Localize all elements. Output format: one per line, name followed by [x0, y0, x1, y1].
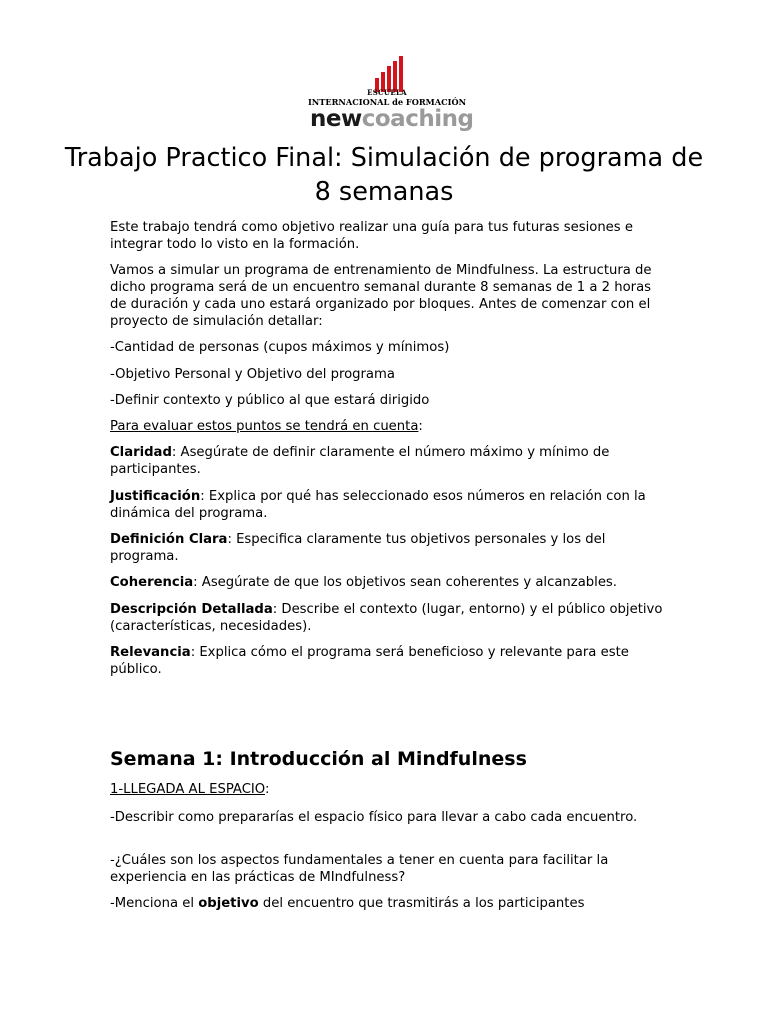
intro-paragraph-2: Vamos a simular un programa de entrenamiento de Mindfulness. La estructura de dicho programa será de un encuentro semanal durante 8 semanas de 1 a 2 horas de duración y cada uno estará organizado por bloques. Antes de comenzar con el proyecto de simulación detallar: — [110, 263, 652, 329]
criterion-definicion-clara: Definición Clara: Especifica claramente tus objetivos personales y los del programa. — [110, 532, 606, 564]
intro-paragraph-1: Este trabajo tendrá como objetivo realizar una guía para tus futuras sesiones e integrar todo lo visto en la formación. — [110, 220, 633, 252]
logo-bars-icon — [374, 56, 406, 92]
week1-heading: Semana 1: Introducción al Mindfulness — [110, 748, 527, 770]
criterion-relevancia: Relevancia: Explica cómo el programa será beneficioso y relevante para este público. — [110, 645, 629, 677]
week1-question-1: -Describir como prepararías el espacio físico para llevar a cabo cada encuentro. — [110, 810, 638, 825]
evaluation-intro: Para evaluar estos puntos se tendrá en cuenta: — [110, 419, 423, 434]
logo-line2: INTERNACIONAL de FORMACIÓN — [307, 97, 467, 107]
school-logo — [306, 54, 474, 134]
page-title: Trabajo Practico Final: Simulación de programa de 8 semanas — [64, 143, 704, 207]
criterion-justificacion: Justificación: Explica por qué has seleccionado esos números en relación con la dinámica del programa. — [110, 489, 646, 521]
criterion-claridad: Claridad: Asegúrate de definir claramente el número máximo y mínimo de participantes. — [110, 445, 610, 477]
logo-line1: ESCUELA — [367, 88, 407, 97]
week1-question-3: -Menciona el objetivo del encuentro que trasmitirás a los participantes — [110, 896, 585, 911]
week1-question-2: -¿Cuáles son los aspectos fundamentales a tener en cuenta para facilitar la experiencia en las prácticas de MIndfulness? — [110, 853, 609, 885]
criterion-descripcion-detallada: Descripción Detallada: Describe el contexto (lugar, entorno) y el público objetivo (características, necesidades). — [110, 602, 663, 634]
requirement-item: -Objetivo Personal y Objetivo del programa — [110, 367, 395, 382]
requirement-item: -Cantidad de personas (cupos máximos y mínimos) — [110, 340, 450, 355]
requirement-item: -Definir contexto y público al que estará dirigido — [110, 393, 430, 408]
logo-brand: newcoaching — [310, 106, 474, 132]
section-label: 1-LLEGADA AL ESPACIO: — [110, 782, 270, 797]
criterion-coherencia: Coherencia: Asegúrate de que los objetivos sean coherentes y alcanzables. — [110, 575, 617, 590]
